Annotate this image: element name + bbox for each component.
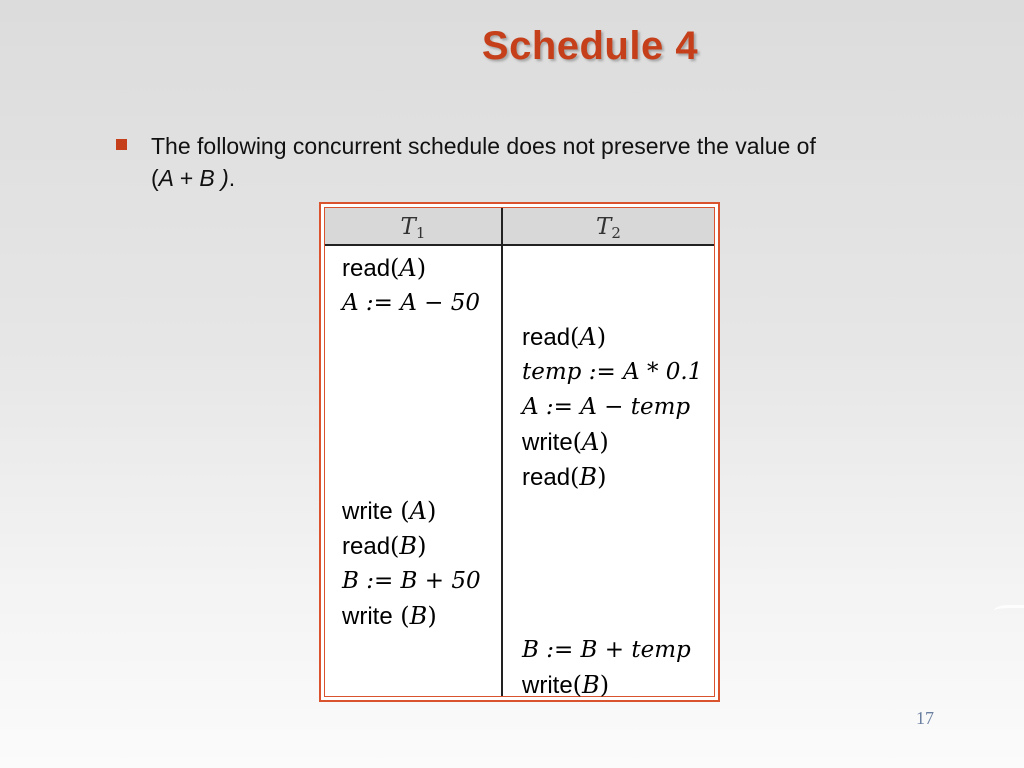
- schedule-table-body: [324, 207, 715, 697]
- header-t1: $T_1$: [400, 214, 426, 242]
- page-number: 17: [916, 708, 934, 728]
- t1-read-b: read(B): [342, 532, 427, 560]
- t2-b-plus-temp: B := B + temp: [522, 637, 691, 663]
- bullet-text: [151, 130, 831, 194]
- t2-read-a: read(A): [522, 323, 607, 351]
- bullet-expression: A + B ): [158, 165, 229, 191]
- t2-write-b: write(B): [522, 671, 610, 699]
- t1-write-b: write (B): [342, 602, 437, 630]
- t2-a-minus-temp: A := A − temp: [522, 394, 691, 420]
- bullet-text-pre: The following concurrent schedule does not preserve the value of (: [151, 133, 816, 191]
- t1-b-plus-50: B := B + 50: [342, 568, 481, 594]
- t2-temp-calc: temp := A * 0.1: [522, 359, 703, 385]
- slide-title: Schedule 4: [481, 24, 699, 68]
- square-bullet-icon: [116, 139, 127, 150]
- schedule-table: [319, 202, 720, 702]
- t1-a-minus-50: A := A − 50: [342, 290, 481, 316]
- t1-read-a: read(A): [342, 254, 427, 282]
- header-t2: $T_2$: [596, 214, 621, 242]
- t2-write-a: write(A): [522, 428, 609, 456]
- t1-write-a: write (A): [342, 497, 437, 525]
- column-divider: [501, 208, 503, 696]
- bullet-text-post: .: [228, 165, 236, 191]
- t2-read-b: read(B): [522, 463, 607, 491]
- decorative-swoosh: [994, 605, 1024, 616]
